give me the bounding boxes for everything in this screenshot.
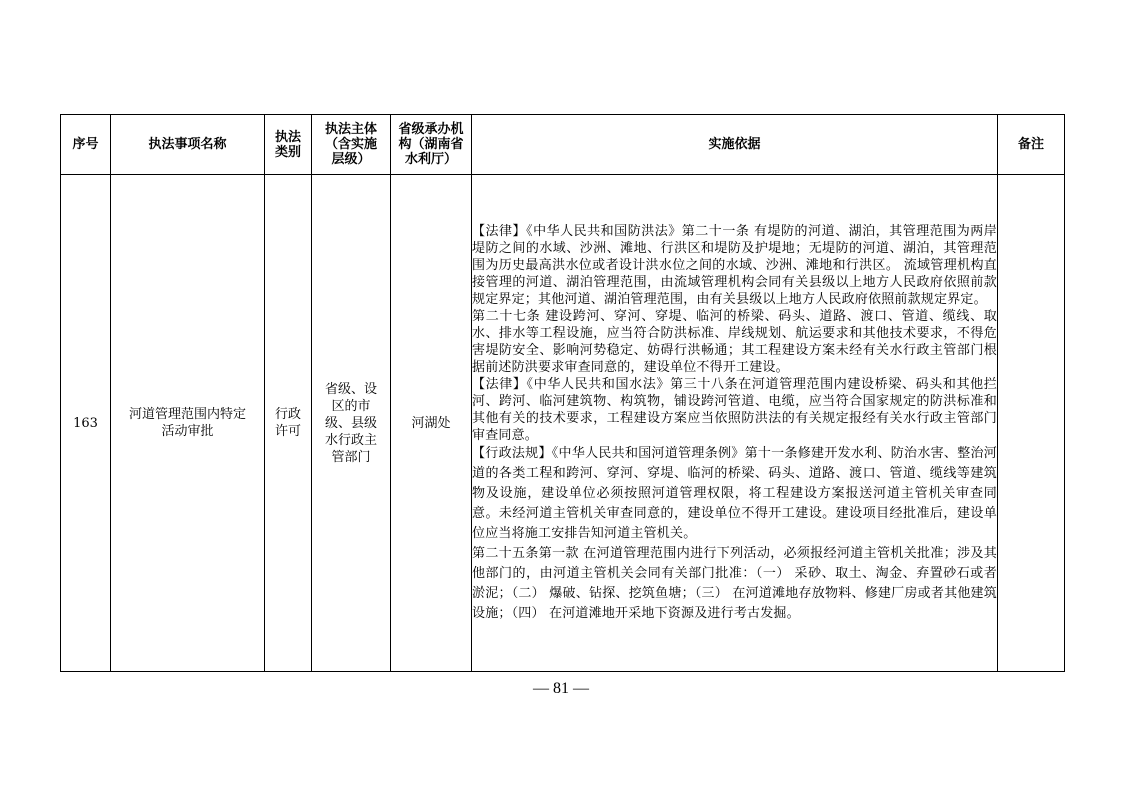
table-row (61, 175, 1065, 672)
row-agency: 河湖处 (391, 175, 472, 672)
basis-paragraph: 【法律】《中华人民共和国水法》第三十八条在河道管理范围内建设桥梁、码头和其他拦河、跨河、临河建筑物、构筑物，铺设跨河管道、电缆，应当符合国家规定的防洪标准和其他有关的技术要求，工程建设方案应当依照防洪法的有关规定报经有关水行政主管部门审查同意。 (472, 376, 997, 443)
row-basis (472, 175, 998, 672)
basis-paragraph: 【行政法规】《中华人民共和国河道管理条例》第十一条修建开发水利、防治水害、整治河道的各类工程和跨河、穿河、穿堤、临河的桥梁、码头、道路、渡口、管道、缆线等建筑物及设施，建设单位必须按照河道管理权限，将工程建设方案报送河道主管机关审查同意。未经河道主管机关审查同意的，建设单位不得开工建设。建设项目经批准后，建设单位应当将施工安排告知河道主管机关。 (472, 445, 997, 541)
basis-paragraph: 【法律】《中华人民共和国防洪法》第二十一条 有堤防的河道、湖泊，其管理范围为两岸堤防之间的水域、沙洲、滩地、行洪区和堤防及护堤地；无堤防的河道、湖泊，其管理范围为历史最高洪水位或者设计洪水位之间的水域、沙洲、滩地和行洪区。 流域管理机构直接管理的河道、湖泊管理范围，由流域管理机构会同有关县级以上地方人民政府依照前款规定界定；其他河道、湖泊管理范围，由有关县级以上地方人民政府依照前款规定界定。 (472, 223, 997, 307)
row-remarks (998, 175, 1065, 672)
row-category: 行政许可 (265, 175, 312, 672)
table-header-row (61, 115, 1065, 175)
row-item-name: 河道管理范围内特定活动审批 (111, 175, 265, 672)
basis-paragraph: 第二十七条 建设跨河、穿河、穿堤、临河的桥梁、码头、道路、渡口、管道、缆线、取水、排水等工程设施，应当符合防洪标准、岸线规划、航运要求和其他技术要求，不得危害堤防安全、影响河势稳定、妨碍行洪畅通；其工程建设方案未经有关水行政主管部门根据前述防洪要求审查同意的，建设单位不得开工建设。 (472, 308, 997, 375)
enforcement-items-table (60, 114, 1065, 672)
page-number: — 81 — (533, 680, 589, 697)
header-basis: 实施依据 (472, 115, 998, 175)
header-agency: 省级承办机构（湖南省水利厅） (391, 115, 472, 175)
header-subject: 执法主体（含实施层级） (312, 115, 391, 175)
row-subject: 省级、设区的市级、县级水行政主管部门 (312, 175, 391, 672)
header-category: 执法类别 (265, 115, 312, 175)
header-item-name: 执法事项名称 (111, 115, 265, 175)
header-index: 序号 (61, 115, 111, 175)
header-remarks: 备注 (998, 115, 1065, 175)
basis-paragraph: 第二十五条第一款 在河道管理范围内进行下列活动，必须报经河道主管机关批准；涉及其他部门的，由河道主管机关会同有关部门批准：（一） 采砂、取土、淘金、弃置砂石或者淤泥；（二） 爆破、钻探、挖筑鱼塘；（三） 在河道滩地存放物料、修建厂房或者其他建筑设施；（四） 在河道滩地开采地下资源及进行考古发掘。 (472, 545, 997, 621)
row-index: 163 (61, 175, 111, 672)
